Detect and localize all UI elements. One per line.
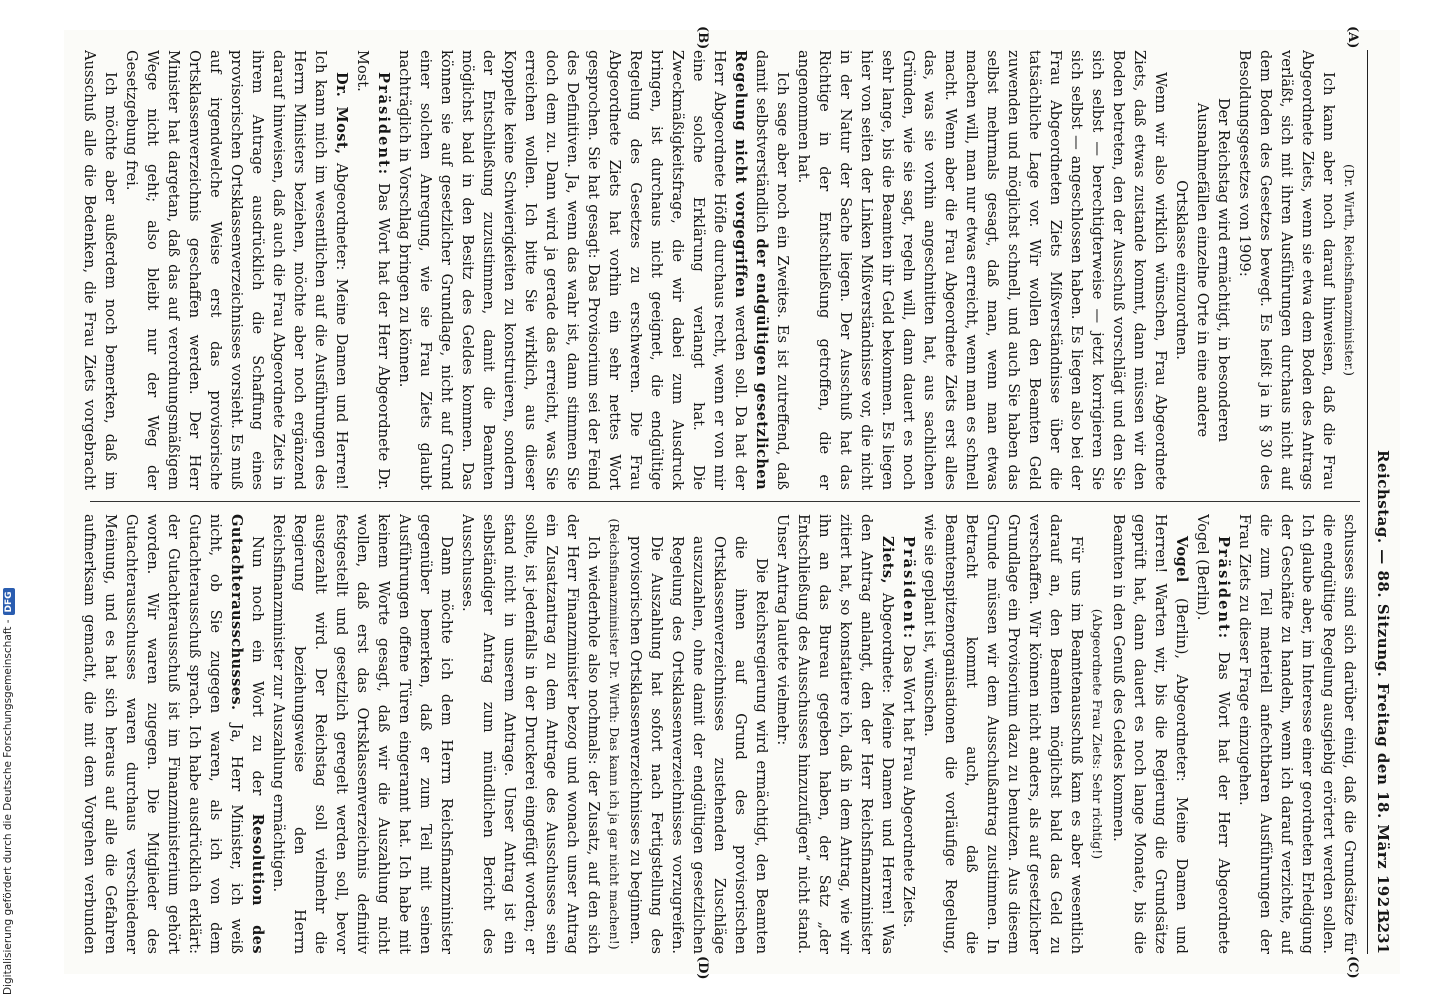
column-divider [90,501,1360,502]
margin-marker-b: (B) [695,26,710,50]
paragraph-text: Nun noch ein Wort zu der [249,536,266,796]
credit-text: Digitalisierung gefördert durch die Deutsche Forschungsgemeinschaft - [2,619,14,995]
president-text: Das Wort hat Frau Abgeordnete Ziets. [900,644,917,928]
president-label: Präsident: [900,536,917,641]
president-statement [352,50,394,490]
dfg-logo: DFG [3,588,15,615]
margin-marker-c: (C) [1345,956,1360,979]
paragraph-text: Ja, Herr Minister, ich weiß nicht, ob Sie zugegen waren, als ich von dem Gutachterausschuß sprach. Ich habe ausdrücklich erklärt: der Gutachterausschuß ist im Finanzministerium gehört worden. Wir waren zugegen. Die Mitglieder des Gutachterausschusses waren durchaus verschiedener Meinung, und es hat sich heraus auf alle die Gefahren aufmerksam gemacht, die mit dem Vorgehen verbunden [81,514,245,954]
speaker-name: Vogel [1173,536,1190,583]
president-statement [1192,514,1234,954]
law-quote: Der Reichstag wird ermächtigt, in besonderen Ausnahmefällen einzelne Orte in eine andere Ortsklasse einzuordnen. [1173,97,1232,443]
interjection: (Reichsfinanzminister Dr. Wirth: Das kann ich ja gar nicht machen!) [607,518,622,950]
emphasis-text: Resolution des Gutachterausschusses. [228,514,266,954]
speech-paragraph [121,50,352,490]
paragraph: Wenn wir also wirklich wünschen, Frau Abgeordnete Ziets, daß etwas zustande kommt, dann müssen wir den Boden betreten, den der Ausschuß vorschlägt und den Sie sich selbst — berechtigterweise — jetzt korrigieren Sie sich selbst — angeschlossen haben. Es liegen also bei der Frau Abgeordneten Ziets Mißverständnisse über die tatsächliche Lage vor. Wir wollen den Beamten Geld zuwenden und möglichst schnell, und auch Sie haben das selbst mehrmals gesagt, daß man, wenn man etwas machen will, man nur etwas erreicht, wenn man es schnell macht. Wenn aber die Frau Abgeordnete Ziets erst alles das, was sie vorhin angeschnitten hat, aus sachlichen Gründen, wie sie sagt, regeln will, dann dauert es noch sehr lange, bis die Beamten ihr Geld bekommen. Es liegen hier von seiten der Linken Mißverständnisse vor, die nicht in der Natur der Sache liegen. Der Ausschuß hat das Richtige in der Entschließung getroffen, die er angenommen hat. [795,50,1169,490]
president-label: Präsident: [1215,536,1232,641]
speech-text: Abgeordneter: Meine Damen und Herren! Ich kann mich im wesentlichen auf die Ausführungen des Herrn Ministers beziehen, möchte aber noch ergänzend darauf hinweisen, daß auch die Frau Abgeordnete Ziets in ihrem Antrage ausdrücklich die Schaffung eines provisorischen Ortsklassenverzeichnisses vorsieht. Es muß auf irgendwelche Weise erst das provisorische Ortsklassenverzeichnis geschaffen werden. Der Herr Minister hat dargetan, daß das auf verordnungsmäßigem Wege nicht geht; also bleibt nur der Weg der Gesetzgebung frei. [123,50,350,490]
emphasis-text: der endgültigen gesetzlichen Regelung nicht vorgegriffen [732,50,770,490]
page-header [1370,50,1392,954]
speech-text: (Berlin), Abgeordneter: Meine Damen und Herren! Warten wir, bis die Regierung die Grundsätze geprüft hat, dann dauert es noch lange Monate, bis die Beamten in den Genuß des Geldes kommen. [1110,514,1190,954]
rotated-document-page [64,26,1400,980]
speaker-name: Ziets, [879,536,896,584]
paragraph [80,514,268,954]
running-title: Reichstag. — 88. Sitzung. Freitag den 18. März 1921. [1374,450,1392,925]
text-column-left [80,50,1360,490]
speaker-continuation-line: (Dr. Wirth, Reichsfinanzminister.) [1342,163,1357,376]
motion-quote: Die Reichsregierung wird ermächtigt, den Beamten die ihnen auf Grund des provisorischen Ortsklassenverzeichnisses zustehenden Zuschläge auszuzahlen, ohne damit der endgültigen gesetzlichen Regelung des Ortsklassenverzeichnisses vorzugreifen. Die Auszahlung hat sofort nach Fertigstellung des provisorischen Ortsklassenverzeichnisses zu beginnen. [627,536,770,954]
president-statement [898,514,919,954]
margin-marker-a: (A) [1345,26,1360,49]
paragraph: Dann möchte ich dem Herrn Reichsfinanzminister gegenüber bemerken, daß er zum Teil mit seinen Ausführungen offene Türen eingerannt hat. Ich habe mit keinem Worte gesagt, daß wir die Auszahlung nicht wollen, daß erst das Ortsklassenverzeichnis definitiv festgestellt und gesetzlich geregelt werden soll, bevor ausgezahlt wird. Der Reichstag soll vielmehr die Regierung beziehungsweise den Herrn Reichsfinanzminister zur Auszahlung ermächtigen. [270,514,455,954]
paragraph: Für uns im Beamtenausschuß kam es aber wesentlich darauf an, den Beamten möglichst bald das Geld zu verschaffen. Wir können nicht anders, als auf gesetzlicher Grundlage ein Provisorium dazu zu benutzen. Aus diesem Grunde müssen wir dem Ausschußantrag zustimmen. In Betracht kommt auch, daß die Beamtenspitzenorganisationen die vorläufige Regelung, wie sie geplant ist, wünschen. [921,514,1085,954]
president-text: Das Wort hat der Herr Abgeordnete Vogel (Berlin). [1194,514,1232,954]
president-text: Das Wort hat der Herr Abgeordnete Dr. Most. [354,50,392,490]
paragraph-text: Ich sage aber noch ein Zweites. Es ist zutreffend, daß damit selbstverständlich [753,50,791,490]
header-rule [1367,50,1368,954]
margin-marker-d: (D) [695,956,710,980]
digitization-credit [2,5,18,995]
paragraph: Ich wiederhole also nochmals: der Zusatz, auf den sich der Herr Finanzminister bezog und wonach unser Antrag ein Zusatzantrag zu dem Antrage des Ausschusses sein sollte, ist jedenfalls in der Druckerei eingefügt worden; er stand nicht in unserem Antrage. Unser Antrag ist ein selbständiger Antrag zum mündlichen Bericht des Ausschusses. [459,514,602,954]
speech-text: Abgeordnete: Meine Damen und Herren! Was den Antrag anlangt, den der Herr Reichsfinanzminister zitiert hat, so konstatiere ich, daß in dem Antrag, wie wir ihn an das Bureau gegeben haben, der Satz „der Entschließung des Ausschusses hinzuzufügen“ nicht stand. Unser Antrag lautete vielmehr: [774,514,896,954]
interjection: (Abgeordnete Frau Ziets: Sehr richtig!) [1090,608,1105,860]
president-label: Präsident: [375,72,392,177]
paragraph [394,50,793,490]
text-column-right [80,514,1360,954]
paragraph-text: werden soll. Da hat der Herr Abgeordnete Höfle durchaus recht, wenn er von mir eine solche Erklärung verlangt hat. Die Zweckmäßigkeitsfrage, die wir dabei zum Ausdruck bringen, ist durchaus nicht geeignet, die endgültige Regelung des Gesetzes zu erschweren. Die Frau Abgeordnete Ziets hat vorhin ein sehr nettes Wort gesprochen. Sie hat gesagt: Das Provisorium sei der Feind des Definitiven. Ja, wenn das wahr ist, dann stimmen Sie doch dem zu. Dann wird ja gerade das erreicht, was Sie erreichen wollen. Ich bitte Sie wirklich, aus dieser Koppelte keine Schwierigkeiten zu konstruieren, sondern der Entschließung zuzustimmen, damit die Beamten möglichst bald in den Besitz des Geldes kommen. Das können sie auf gesetzlicher Grundlage, nicht auf Grund einer solchen Anregung, wie sie Frau Ziets glaubt nachträglich in Vorschlag bringen zu können. [396,50,749,490]
page-number: 3231 [1374,912,1392,954]
speech-paragraph [1108,514,1192,954]
paragraph: schusses sind sich darüber einig, daß die Grundsätze für die endgültige Regelung ausgiebig erörtert werden sollen. Ich glaube aber, im Interesse einer geordneten Erledigung der Geschäfte zu handeln, wenn ich darauf verzichte, auf die zum Teil materiell anfechtbaren Ausführungen der Frau Ziets zu dieser Frage einzugehen. [1236,514,1358,954]
paragraph: Ich möchte aber außerdem noch bemerken, daß im Ausschuß alle die Bedenken, die Frau Ziets vorgebracht [81,50,119,490]
paragraph: Ich kann aber noch darauf hinweisen, daß die Frau Abgeordnete Ziets, wenn sie etwa dem Boden des Antrags verläßt, sich mit ihren Ausführungen durchaus nicht auf dem Boden des Gesetzes bewegt. Es heißt ja in § 30 des Besoldungsgesetzes von 1909: [1236,50,1337,490]
speech-paragraph [772,514,898,954]
speaker-name: Dr. Most, [333,72,350,155]
